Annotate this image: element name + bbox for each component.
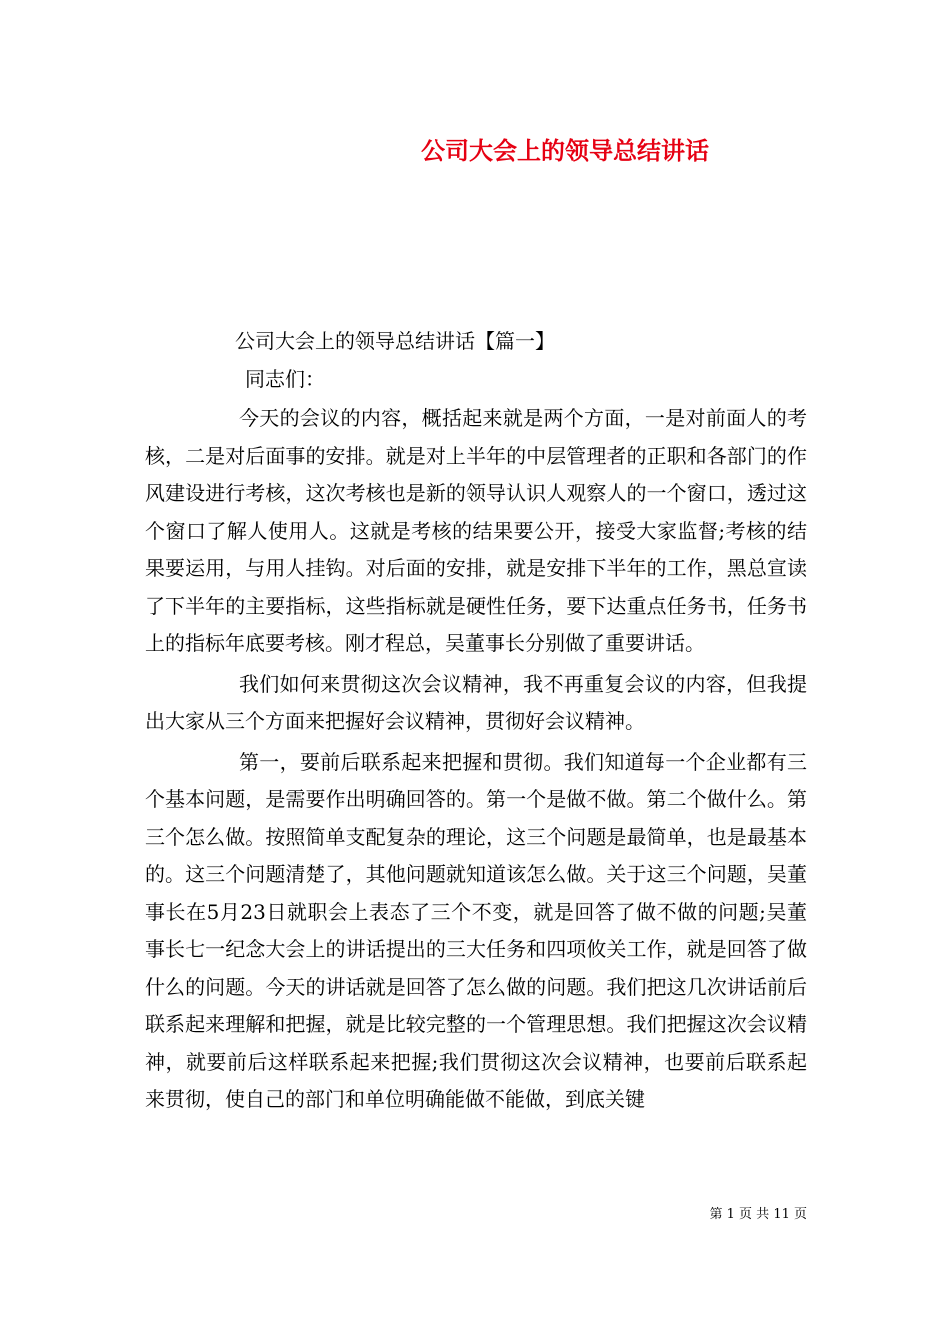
- document-body: [145, 322, 807, 1119]
- paragraph-2: 我们如何来贯彻这次会议精神，我不再重复会议的内容，但我提出大家从三个方面来把握好会议精神，贯彻好会议精神。: [145, 671, 807, 733]
- page-number: 第 1 页 共 11 页: [709, 1207, 807, 1222]
- salutation: 同志们：: [245, 367, 325, 391]
- document-title: 公司大会上的领导总结讲话: [421, 136, 709, 165]
- paragraph-1: 今天的会议的内容，概括起来就是两个方面，一是对前面人的考核，二是对后面事的安排。就是对上半年的中层管理者的正职和各部门的作风建设进行考核，这次考核也是新的领导认识人观察人的一个窗口，透过这个窗口了解人使用人。这就是考核的结果要公开，接受大家监督;考核的结果要运用，与用人挂钩。对后面的安排，就是安排下半年的工作，黑总宣读了下半年的主要指标，这些指标就是硬性任务，要下达重点任务书，任务书上的指标年底要考核。刚才程总，吴董事长分别做了重要讲话。: [145, 406, 807, 655]
- paragraph-3: 第一，要前后联系起来把握和贯彻。我们知道每一个企业都有三个基本问题，是需要作出明确回答的。第一个是做不做。第二个做什么。第三个怎么做。按照简单支配复杂的理论，这三个问题是最简单，也是最基本的。这三个问题清楚了，其他问题就知道该怎么做。关于这三个问题，吴董事长在5月23日就职会上表态了三个不变，就是回答了做不做的问题;吴董事长七一纪念大会上的讲话提出的三大任务和四项攸关工作，就是回答了做什么的问题。今天的讲话就是回答了怎么做的问题。我们把这几次讲话前后联系起来理解和把握，就是比较完整的一个管理思想。我们把握这次会议精神，就要前后这样联系起来把握;我们贯彻这次会议精神，也要前后联系起来贯彻，使自己的部门和单位明确能做不能做，到底关键: [145, 749, 807, 1111]
- section-heading: 公司大会上的领导总结讲话【篇一】: [235, 329, 555, 353]
